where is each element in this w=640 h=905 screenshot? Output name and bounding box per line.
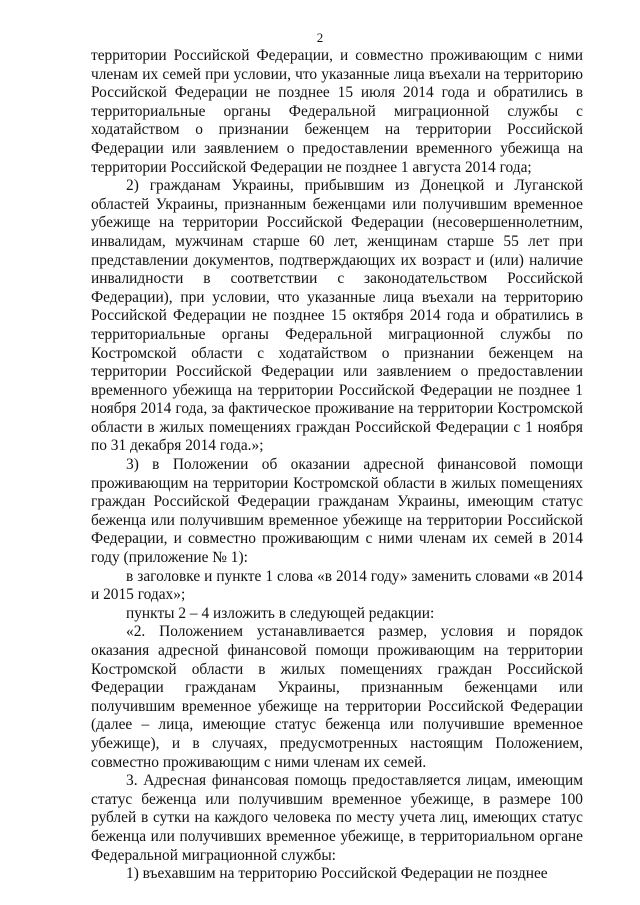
paragraph: 2) гражданам Украины, прибывшим из Донецкой и Луганской областей Украины, признанным беженцами или получившим временное убежище на территории Российской Федерации (несовершеннолетним, инвалидам, мужчинам старше 60 лет, женщинам старше 55 лет при представлении документов, подтверждающих их возраст и (или) наличие инвалидности в соответствии с законодательством Российской Федерации), при условии, что указанные лица въехали на территорию Российской Федерации не позднее 15 октября 2014 года и обратились в территориальные органы Федеральной миграционной службы по Костромской области с ходатайством о признании беженцем на территории Российской Федерации или заявлением о предоставлении временного убежища на территории Российской Федерации не позднее 1 ноября 2014 года, за фактическое проживание на территории Костромской области в жилых помещениях граждан Российской Федерации с 1 ноября по 31 декабря 2014 года.»; [91, 177, 583, 455]
paragraph: в заголовке и пункте 1 слова «в 2014 году» заменить словами «в 2014 и 2015 годах»; [91, 567, 583, 604]
paragraph: территории Российской Федерации, и совместно проживающим с ними членам их семей при условии, что указанные лица въехали на территорию Российской Федерации не позднее 15 июля 2014 года и обратились в территориальные органы Федеральной миграционной службы с ходатайством о признании беженцем на территории Российской Федерации или заявлением о предоставлении временного убежища на территории Российской Федерации не позднее 1 августа 2014 года; [91, 47, 583, 176]
paragraph: 1) въехавшим на территорию Российской Федерации не позднее [126, 865, 548, 883]
page-number: 2 [316, 30, 324, 45]
paragraph: «2. Положением устанавливается размер, условия и порядок оказания адресной финансовой помощи проживающим на территории Костромской области в жилых помещениях граждан Российской Федерации гражданам Украины, признанным беженцами или получившим временное убежище на территории Российской Федерации (далее – лица, имеющие статус беженца или получившие временное убежище), и в случаях, предусмотренных настоящим Положением, совместно проживающим с ними членам их семей. [91, 623, 583, 771]
paragraph: 3. Адресная финансовая помощь предоставляется лицам, имеющим статус беженца или получившим временное убежище, в размере 100 рублей в сутки на каждого человека по месту учета лиц, имеющих статус беженца или получивших временное убежище, в территориальном органе Федеральной миграционной службы: [91, 772, 583, 864]
paragraph: пункты 2 – 4 изложить в следующей редакции: [126, 604, 435, 622]
paragraph: 3) в Положении об оказании адресной финансовой помощи проживающим на территории Костромской области в жилых помещениях граждан Российской Федерации гражданам Украины, имеющим статус беженца или получившим временное убежище на территории Российской Федерации, и совместно проживающим с ними членам их семей в 2014 году (приложение № 1): [91, 456, 583, 567]
document-body [91, 47, 583, 884]
